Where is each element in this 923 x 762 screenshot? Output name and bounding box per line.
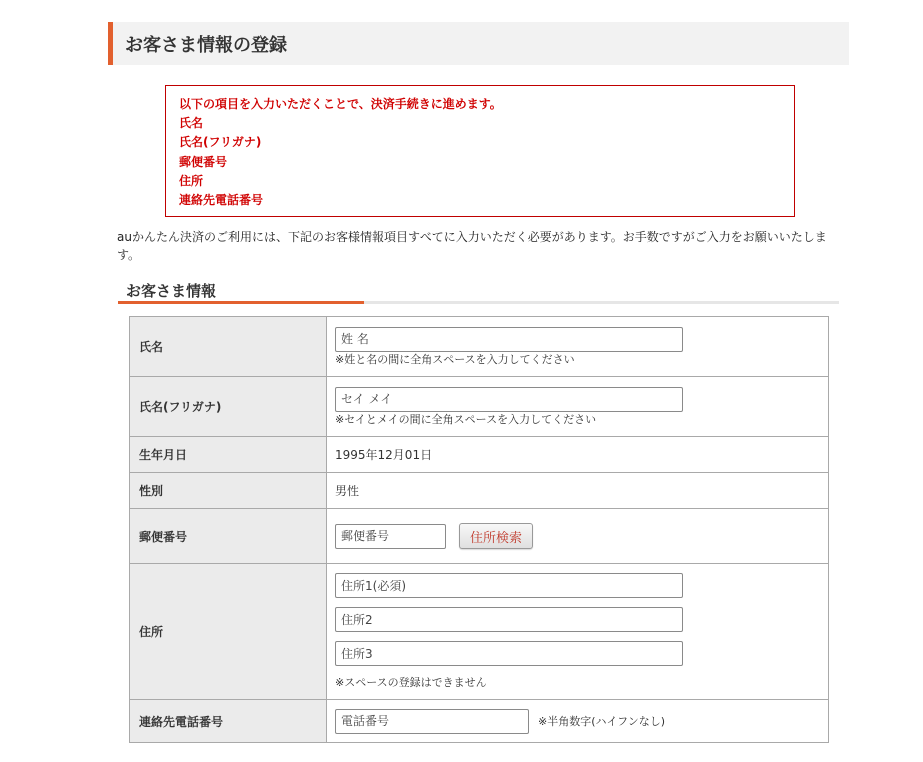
name-input[interactable] bbox=[335, 327, 683, 352]
section-title bbox=[118, 278, 839, 304]
form-row-gender bbox=[130, 473, 829, 509]
zip-row bbox=[335, 523, 828, 549]
section-title-text: お客さま情報 bbox=[126, 282, 217, 300]
gender-label: 性別 bbox=[130, 473, 327, 509]
notice-item: 氏名(フリガナ) bbox=[179, 135, 262, 150]
address-cell bbox=[327, 564, 829, 700]
kana-hint: ※セイとメイの間に全角スペースを入力してください bbox=[335, 412, 597, 426]
phone-note: ※半角数字(ハイフンなし) bbox=[538, 715, 666, 728]
page-title: お客さま情報の登録 bbox=[108, 22, 849, 65]
required-items-notice bbox=[165, 85, 795, 217]
kana-label: 氏名(フリガナ) bbox=[130, 377, 327, 437]
notice-item: 氏名 bbox=[179, 116, 204, 131]
phone-row bbox=[335, 709, 828, 734]
phone-label: 連絡先電話番号 bbox=[130, 700, 327, 743]
section-title-accent bbox=[118, 301, 364, 304]
kana-input[interactable] bbox=[335, 387, 683, 412]
gender-value: 男性 bbox=[327, 473, 829, 509]
address3-input[interactable] bbox=[335, 641, 683, 666]
zip-label: 郵便番号 bbox=[130, 509, 327, 564]
form-row-name bbox=[130, 317, 829, 377]
customer-info-form bbox=[129, 316, 829, 743]
notice-item: 連絡先電話番号 bbox=[179, 193, 264, 208]
phone-cell bbox=[327, 700, 829, 743]
zip-cell bbox=[327, 509, 829, 564]
address2-input[interactable] bbox=[335, 607, 683, 632]
address-hint: ※スペースの登録はできません bbox=[335, 676, 487, 689]
form-row-phone bbox=[130, 700, 829, 743]
notice-lead: 以下の項目を入力いただくことで、決済手続きに進めます。 bbox=[179, 97, 502, 111]
kana-cell bbox=[327, 377, 829, 437]
name-label: 氏名 bbox=[130, 317, 327, 377]
address-search-button[interactable]: 住所検索 bbox=[459, 523, 533, 549]
intro-text: auかんたん決済のご利用には、下記のお客様情報項目すべてに入力いただく必要があります。お手数ですがご入力をお願いいたします。 bbox=[117, 230, 827, 262]
form-row-birth bbox=[130, 437, 829, 473]
form-row-kana bbox=[130, 377, 829, 437]
name-cell bbox=[327, 317, 829, 377]
form-row-zip bbox=[130, 509, 829, 564]
phone-input[interactable] bbox=[335, 709, 529, 734]
name-hint: ※姓と名の間に全角スペースを入力してください bbox=[335, 352, 575, 366]
address-label: 住所 bbox=[130, 564, 327, 700]
zip-input[interactable] bbox=[335, 524, 446, 549]
birth-label: 生年月日 bbox=[130, 437, 327, 473]
birth-value: 1995年12月01日 bbox=[327, 437, 829, 473]
notice-item: 住所 bbox=[179, 173, 204, 188]
notice-item: 郵便番号 bbox=[179, 154, 228, 169]
form-row-address bbox=[130, 564, 829, 700]
address1-input[interactable] bbox=[335, 573, 683, 598]
